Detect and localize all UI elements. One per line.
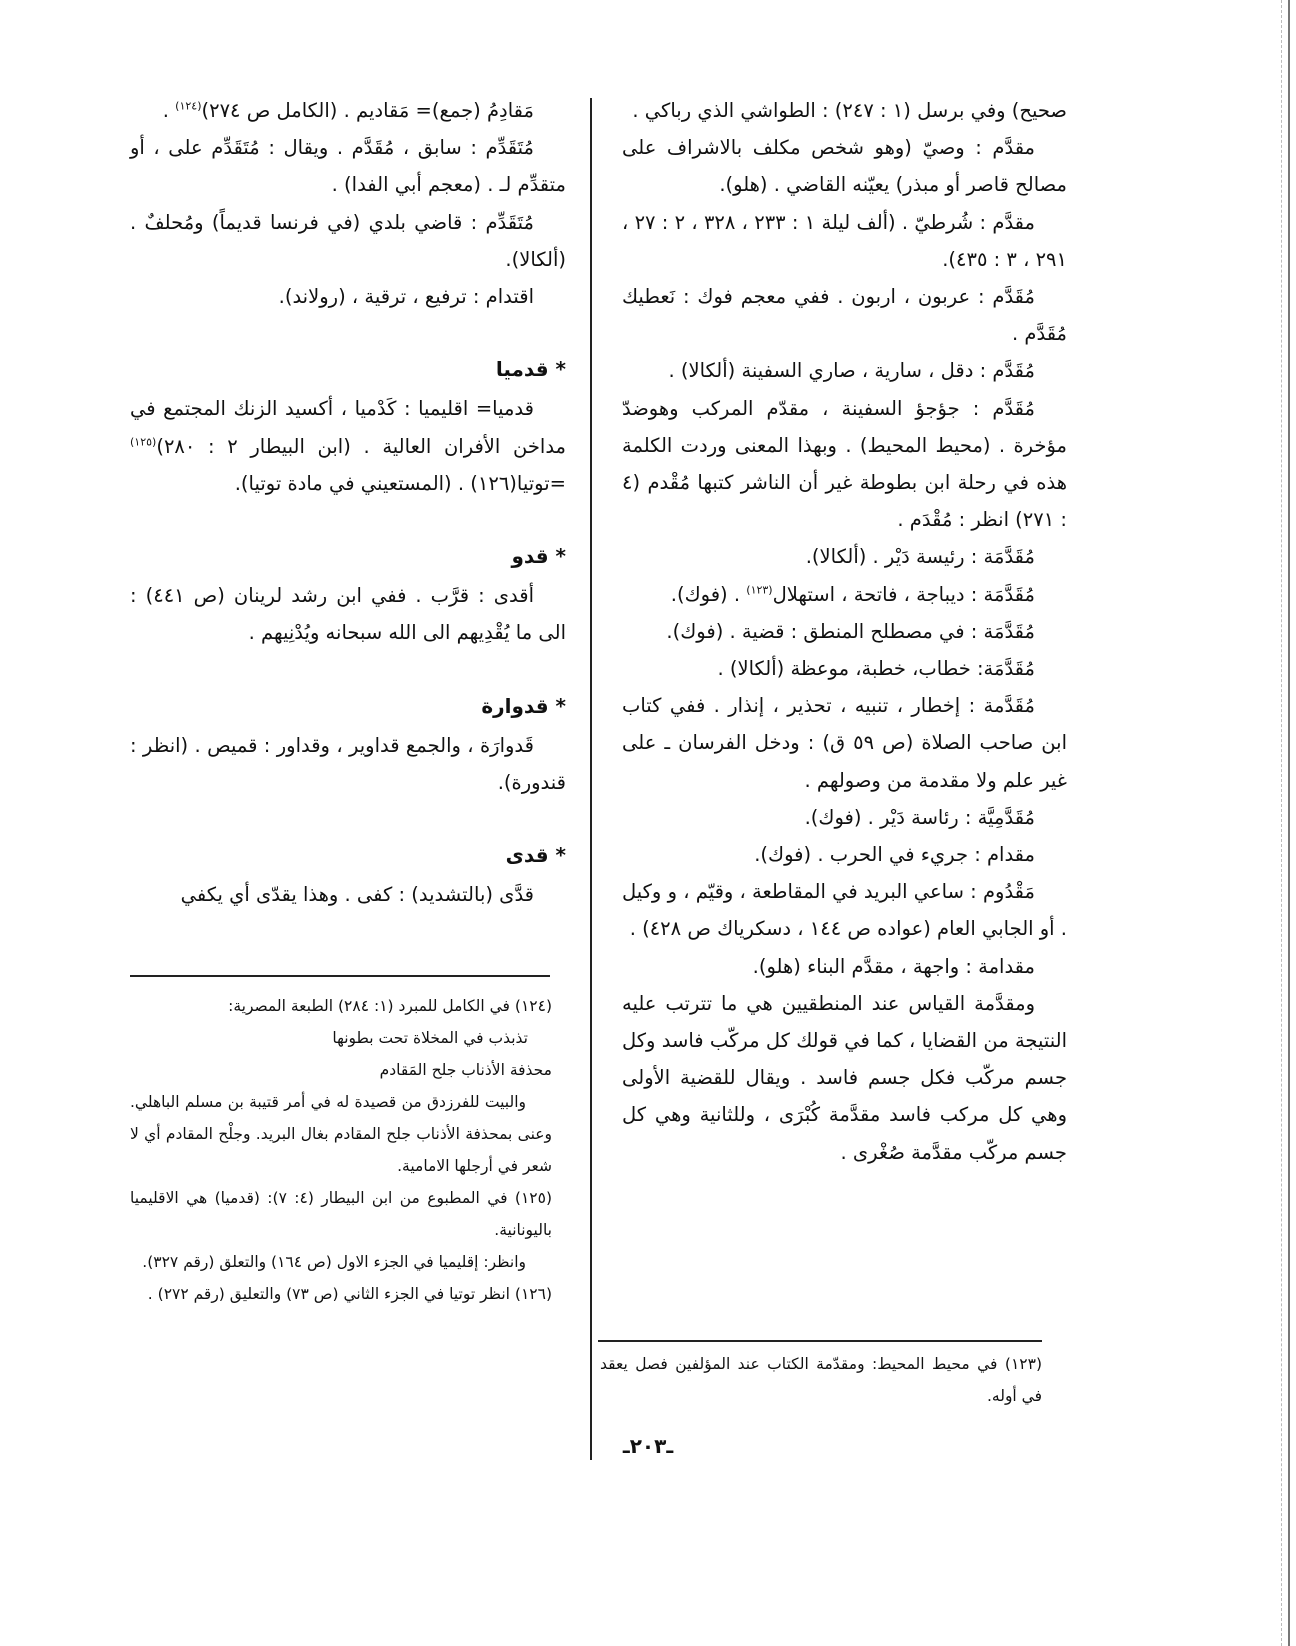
root-heading: * قدوارة <box>481 693 566 718</box>
entry-paragraph-text: مُقَدَّمة : إخطار ، تنبيه ، تحذير ، إنذار . ففي كتاب ابن صاحب الصلاة (ص ٥٩ ق) : ودخل الفرسان ـ على غير علم ولا مقدمة من وصولهم . <box>622 694 1067 792</box>
entry-paragraph-text: مُقَدَّم : دقل ، سارية ، صاري السفينة (ألكالا) . <box>668 359 1035 383</box>
entry-paragraph <box>622 687 1067 799</box>
entry-paragraph <box>130 390 566 502</box>
entry-paragraph-text: مُقَدَّم : عربون ، اربون . ففي معجم فوك : نَعطيك مُقَدَّم . <box>622 285 1067 346</box>
entry-paragraph <box>130 92 566 129</box>
footnote-line: (١٢٤) في الكامل للمبرد (١: ٢٨٤) الطبعة المصرية: <box>228 997 552 1015</box>
entry-paragraph <box>622 576 1067 613</box>
entry-paragraph-text: قدميا= اقليميا : كَدْميا ، أكسيد الزنك المجتمع في مداخن الأفران العالية . (ابن البيطار ٢ : ٢٨٠) <box>130 397 566 458</box>
footnote-line: (١٢٦) انظر توتيا في الجزء الثاني (ص ٧٣) والتعليق (رقم ٢٧٢) . <box>147 1285 552 1303</box>
entry-paragraph-text: مقدامة : واجهة ، مقدَّم البناء (هلو). <box>752 954 1035 978</box>
entry-paragraph-tail: . (فوك). <box>670 582 747 606</box>
entry-paragraph-text: مُقَدَّم : جؤجؤ السفينة ، مقدّم المركب وهوضدّ مؤخرة . (محيط المحيط) . وبهذا المعنى وردت الكلمة هذه في رحلة ابن بطوطة غير أن الناشر كتبها مُقْدم (٤ : ٢٧١) انظر : مُقْدَم . <box>622 396 1067 532</box>
entry-paragraph-text: أقدى : قرَّب . ففي ابن رشد لرينان (ص ٤٤١) : الى ما يُقْدِيهم الى الله سبحانه ويُدْنِيهم . <box>130 584 566 645</box>
entry-paragraph <box>622 873 1067 947</box>
entry-paragraph-text: مقدَّم : وصيّ (وهو شخص مكلف بالاشراف على مصالح قاصر أو مبذر) يعيّنه القاضي . (هلو). <box>622 136 1067 197</box>
entry-paragraph <box>622 948 1067 985</box>
entry-paragraph <box>130 129 566 203</box>
entry-paragraph-text: مُقَدَّمَة : رئيسة دَيْر . (ألكالا). <box>805 545 1035 569</box>
entry-paragraph-text: مُقَدَّمَة : في مصطلح المنطق : قضية . (فوك). <box>666 619 1035 643</box>
root-heading: * قدى <box>505 843 566 868</box>
entry-paragraph <box>130 727 566 801</box>
entry-paragraph-text: اقتدام : ترفيع ، ترقية ، (رولاند). <box>278 285 534 309</box>
scan-edge-shadow <box>1281 0 1282 1646</box>
entry-paragraph <box>622 352 1067 389</box>
footnote-line: (١٢٥) في المطبوع من ابن البيطار (٤: ٧): (قدميا) هي الاقليميا باليونانية. <box>130 1189 553 1239</box>
entry-paragraph-text: مُتَقَدِّم : سابق ، مُقَدَّم . ويقال : مُتَقَدِّم على ، أو متقدِّم لـ . (معجم أبي الفدا) . <box>130 136 566 197</box>
entry-paragraph <box>622 538 1067 575</box>
entry-paragraph <box>622 799 1067 836</box>
entry-paragraph-text: ومقدَّمة القياس عند المنطقيين هي ما تترتب عليه النتيجة من القضايا ، كما في قولك كل مركّب فاسد وكل جسم مركّب فكل جسم فاسد . ويقال للقضية الأولى وهي كل مركب فاسد مقدَّمة كُبْرَى ، وللثانية وهي كل جسم مركّب مقدَّمة صُغْرى . <box>622 991 1067 1164</box>
entry-paragraph-text: قدَّى (بالتشديد) : كفى . وهذا يقدّى أي يكفي <box>180 883 534 907</box>
entry-paragraph-text: مَقْدُوم : ساعي البريد في المقاطعة ، وقيّم ، و وكيل . أو الجابي العام (عواده ص ١٤٤ ، دسكرياك ص ٤٢٨) . <box>622 880 1067 941</box>
footnote-ref: (١٢٥) <box>130 435 157 449</box>
entry-paragraph-text: مَقادِمُ (جمع)= مَقاديم . (الكامل ص ٢٧٤) <box>201 99 534 122</box>
footnote-rule-right <box>598 1340 1042 1342</box>
root-heading: * قدميا <box>495 357 566 382</box>
entry-paragraph-text: مُقَدَّمَة: خطاب، خطبة، موعظة (ألكالا) . <box>717 657 1035 681</box>
footnote-rule-left <box>130 975 550 977</box>
entry-paragraph-text: صحيح) وفي برسل (١ : ٢٤٧) : الطواشي الذي رباكي . <box>632 99 1067 122</box>
column-divider <box>590 98 592 1460</box>
entry-paragraph-text: مُتَقَدِّم : قاضي بلدي (في فرنسا قديماً) ومُحلفٌ . (ألكالا). <box>130 210 566 271</box>
footnote-line: محذفة الأذناب جلح المَقادم <box>379 1061 552 1079</box>
entry-paragraph-text: مقدَّم : شُرطيّ . (ألف ليلة ١ : ٢٣٣ ، ٣٢٨ ، ٢ : ٢٧ ، ٢٩١ ، ٣ : ٤٣٥). <box>622 210 1067 271</box>
footnote-line: تذبذب في المخلاة تحت بطونها <box>332 1029 528 1047</box>
entry-paragraph-tail: =توتيا(١٢٦) . (المستعيني في مادة توتيا). <box>234 471 566 495</box>
footnote-line: والبيت للفرزدق من قصيدة له في أمر قتيبة بن مسلم الباهلي. وعنى بمحذفة الأذناب جلح المقادم بغال البريد. وجلْح المقادم أي لا شعر في أرجلها الامامية. <box>130 1093 552 1175</box>
footnotes-right <box>600 1348 1042 1412</box>
entry-paragraph <box>622 650 1067 687</box>
footnotes-left <box>130 990 552 1310</box>
footnote-line: (١٢٣) في محيط المحيط: ومقدّمة الكتاب عند المؤلفين فصل يعقد في أوله. <box>600 1355 1042 1405</box>
entry-paragraph <box>622 92 1067 129</box>
footnote-ref: (١٢٤) <box>175 99 202 113</box>
entry-paragraph-text: مُقَدَّمِيَّة : رئاسة دَيْر . (فوك). <box>804 805 1035 829</box>
page-number: ـ٢٠٣ـ <box>622 1434 674 1458</box>
entry-paragraph <box>622 613 1067 650</box>
entry-paragraph <box>130 577 566 651</box>
entry-paragraph <box>622 836 1067 873</box>
root-heading: * قدو <box>511 544 566 569</box>
entry-paragraph-tail: . <box>162 99 176 122</box>
entry-paragraph <box>622 129 1067 203</box>
entry-paragraph <box>130 876 566 913</box>
left-column <box>130 92 566 914</box>
entry-paragraph <box>622 390 1067 539</box>
footnote-line: وانظر: إقليميا في الجزء الاول (ص ١٦٤) والتعلق (رقم ٣٢٧). <box>142 1253 526 1271</box>
entry-paragraph-text: قَدوارَة ، والجمع قداوير ، وقداور : قميص . (انظر : قندورة). <box>130 733 566 795</box>
entry-paragraph <box>622 204 1067 278</box>
entry-paragraph <box>130 278 566 315</box>
scan-edge-line <box>1288 0 1290 1646</box>
footnote-ref: (١٢٣) <box>746 583 773 597</box>
entry-paragraph <box>130 204 566 278</box>
entry-paragraph <box>622 985 1067 1171</box>
entry-paragraph-text: مقدام : جريء في الحرب . (فوك). <box>754 843 1035 867</box>
right-column <box>622 92 1067 1171</box>
entry-paragraph-text: مُقَدَّمَة : ديباجة ، فاتحة ، استهلال <box>772 582 1035 606</box>
entry-paragraph <box>622 278 1067 352</box>
